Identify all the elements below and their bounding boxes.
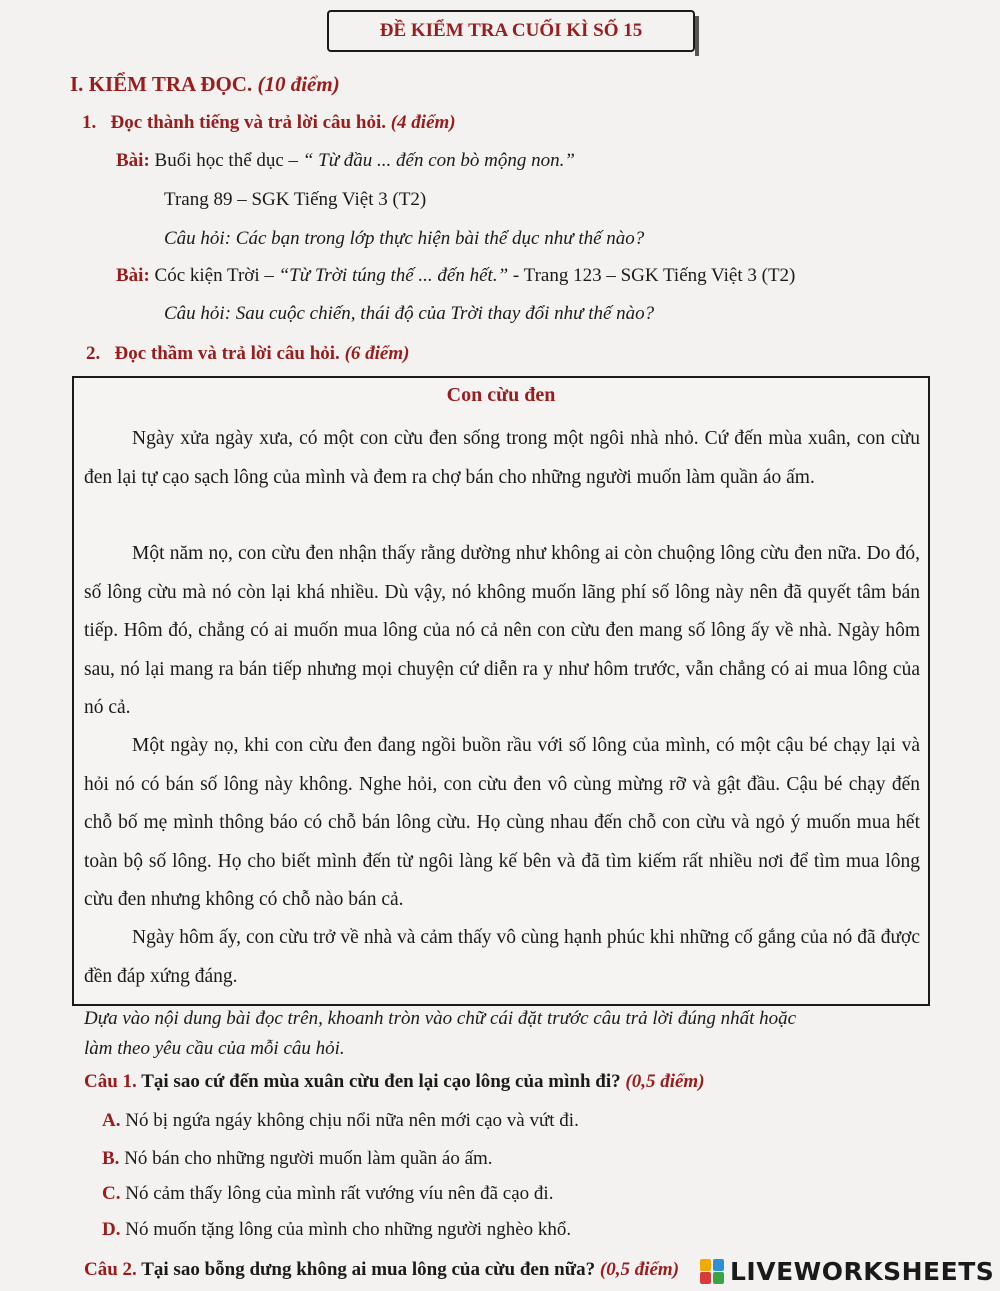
option-text: Nó muốn tặng lông của mình cho những người nghèo khổ. bbox=[125, 1219, 572, 1240]
question-2-text: Tại sao bỗng dưng không ai mua lông của cừu đen nữa? bbox=[141, 1259, 596, 1280]
answer-option-d[interactable] bbox=[102, 1219, 571, 1241]
option-text: Nó bán cho những người muốn làm quần áo ấm. bbox=[124, 1148, 493, 1169]
section-points: (10 điểm) bbox=[257, 72, 340, 96]
lesson1-prefix: Bài: bbox=[116, 150, 150, 171]
story-paragraph-2: Một năm nọ, con cừu đen nhận thấy rằng dường như không ai còn chuộng lông cừu đen nữa. Do đó, số lông cừu mà nó còn lại khá nhiều. Dù vậy, nó không muốn lãng phí số lông này nên đã quyết tâm bán tiếp. Hôm đó, chẳng có ai muốn mua lông của nó cả nên con cừu đen mang số lông ấy về nhà. Ngày hôm sau, nó lại mang ra bán tiếp nhưng mọi chuyện cứ diễn ra y như hôm trước, vẫn chẳng có ai mua lông của nó cả. bbox=[84, 543, 920, 718]
option-letter: A. bbox=[102, 1110, 121, 1131]
lesson2-question: Câu hỏi: Sau cuộc chiến, thái độ của Trời thay đổi như thế nào? bbox=[164, 303, 655, 324]
lesson2-ref: - Trang 123 – SGK Tiếng Việt 3 (T2) bbox=[508, 265, 796, 286]
logo-text: LIVEWORKSHEETS bbox=[730, 1256, 995, 1286]
lesson1-ref: Trang 89 – SGK Tiếng Việt 3 (T2) bbox=[164, 189, 427, 210]
question-2 bbox=[84, 1259, 679, 1281]
question-1-label: Câu 1. bbox=[84, 1071, 137, 1092]
story-paragraph-3: Một ngày nọ, khi con cừu đen đang ngồi buồn rầu với số lông của mình, có một cậu bé chạy lại và hỏi nó có bán số lông này không. Nghe hỏi, con cừu đen vô cùng mừng rỡ và gật đầu. Cậu bé chạy đến chỗ bố mẹ mình thông báo có chỗ bán lông cừu. Họ cùng nhau đến chỗ con cừu và ngỏ ý muốn mua hết toàn bộ số lông. Họ cho biết mình đến từ ngôi làng kế bên và đã tìm kiếm rất nhiều nơi để tìm mua lông cừu đen nhưng không có chỗ nào bán cả. bbox=[84, 735, 920, 910]
story-title: Con cừu đen bbox=[446, 384, 556, 406]
question-2-label: Câu 2. bbox=[84, 1259, 137, 1280]
lesson1-question: Câu hỏi: Các bạn trong lớp thực hiện bài thể dục như thế nào? bbox=[164, 228, 645, 249]
question-1 bbox=[84, 1071, 705, 1093]
reading-passage-box bbox=[72, 376, 930, 1006]
option-text: Nó cảm thấy lông của mình rất vướng víu nên đã cạo đi. bbox=[125, 1183, 554, 1204]
answer-option-a[interactable] bbox=[102, 1110, 579, 1132]
story-paragraph-1: Ngày xửa ngày xưa, có một con cừu đen sống trong một ngôi nhà nhỏ. Cứ đến mùa xuân, con cừu đen lại tự cạo sạch lông của mình và đem ra chợ bán cho những người muốn làm quần áo ấm. bbox=[84, 428, 920, 488]
part1-label: Đọc thành tiếng và trả lời câu hỏi. bbox=[110, 112, 386, 133]
part1-points: (4 điểm) bbox=[390, 112, 456, 133]
question-1-text: Tại sao cứ đến mùa xuân cừu đen lại cạo lông của mình đi? bbox=[141, 1071, 621, 1092]
lesson1-quote: “ Từ đầu ... đến con bò mộng non.” bbox=[302, 150, 575, 171]
logo-icon bbox=[700, 1257, 726, 1285]
page-title: ĐỀ KIỂM TRA CUỐI KÌ SỐ 15 bbox=[327, 10, 695, 52]
part2-points: (6 điểm) bbox=[344, 343, 410, 364]
lesson2-prefix: Bài: bbox=[116, 265, 150, 286]
part2-label: Đọc thầm và trả lời câu hỏi. bbox=[114, 343, 340, 364]
option-letter: B. bbox=[102, 1148, 120, 1169]
answer-option-b[interactable] bbox=[102, 1148, 493, 1170]
lesson1-text: Buổi học thể dục – bbox=[154, 150, 303, 171]
answer-option-c[interactable] bbox=[102, 1183, 553, 1205]
option-text: Nó bị ngứa ngáy không chịu nổi nữa nên mới cạo và vứt đi. bbox=[125, 1110, 579, 1131]
section-heading bbox=[70, 72, 340, 97]
question-1-points: (0,5 điểm) bbox=[625, 1071, 705, 1092]
liveworksheets-logo bbox=[700, 1253, 994, 1289]
story-paragraph-4: Ngày hôm ấy, con cừu trở về nhà và cảm thấy vô cùng hạnh phúc khi những cố gắng của nó đã được đền đáp xứng đáng. bbox=[84, 927, 920, 987]
part2-heading bbox=[86, 343, 409, 365]
instructions-line-1: Dựa vào nội dung bài đọc trên, khoanh tròn vào chữ cái đặt trước câu trả lời đúng nhất hoặc bbox=[84, 1008, 797, 1029]
part1-number: 1. bbox=[82, 112, 97, 133]
question-2-points: (0,5 điểm) bbox=[599, 1259, 680, 1280]
instructions-line-2: làm theo yêu cầu của mỗi câu hỏi. bbox=[84, 1038, 345, 1059]
lesson1-line bbox=[116, 150, 575, 172]
lesson2-line bbox=[116, 265, 795, 287]
lesson2-text: Cóc kiện Trời – bbox=[154, 265, 279, 286]
part2-number: 2. bbox=[86, 343, 101, 364]
part1-heading bbox=[82, 112, 456, 134]
option-letter: C. bbox=[102, 1183, 121, 1204]
section-label: I. KIỂM TRA ĐỌC. bbox=[70, 72, 253, 96]
lesson2-quote: “Từ Trời túng thế ... đến hết.” bbox=[278, 265, 509, 286]
option-letter: D. bbox=[102, 1219, 121, 1240]
